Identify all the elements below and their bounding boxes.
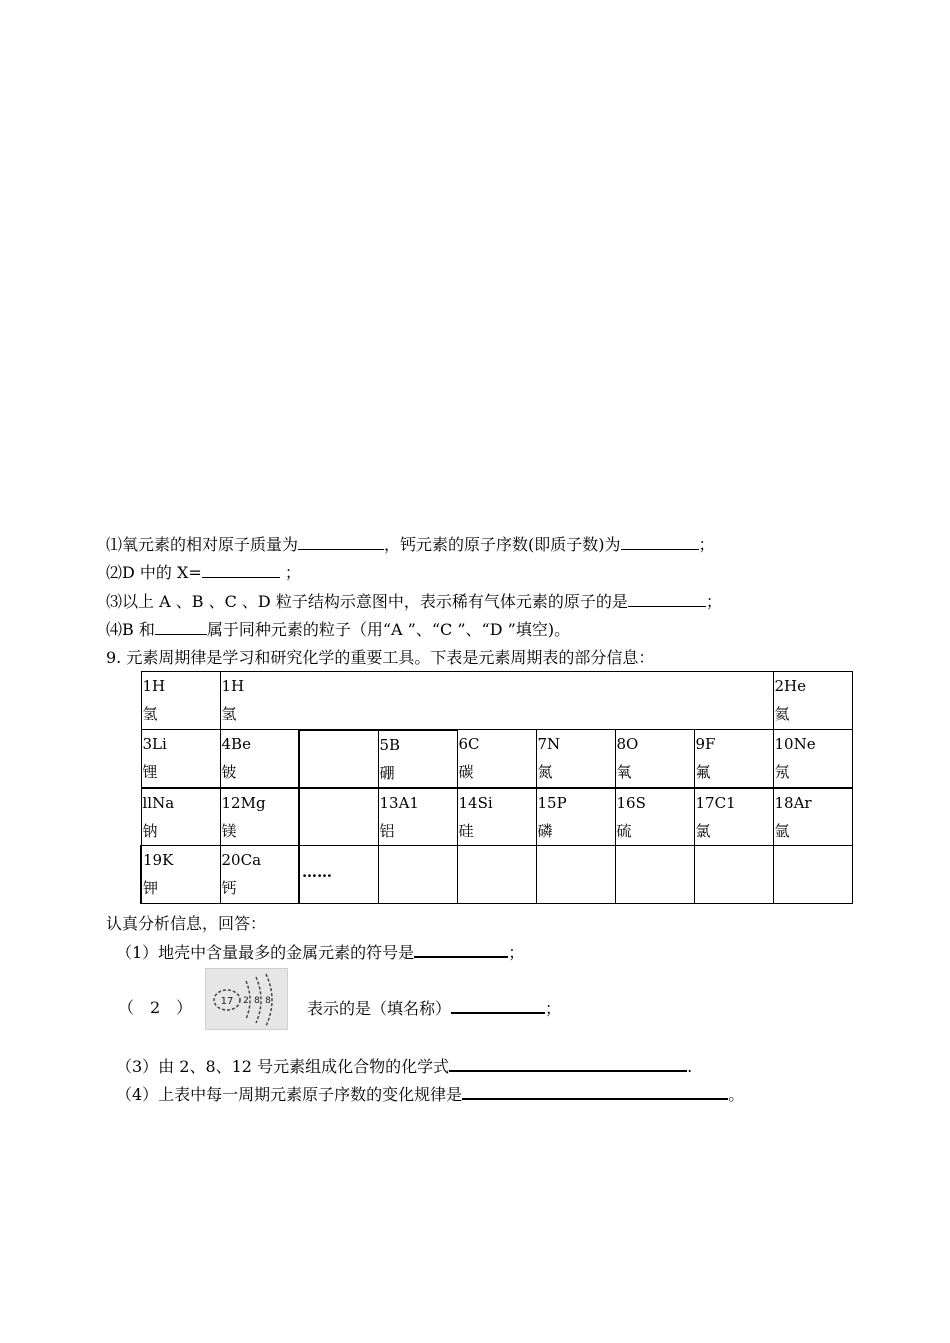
element-cell: 19K 钾 [141,846,220,904]
q2-end: ； [284,563,301,582]
table-row-3 [141,788,852,846]
a2-end: ； [545,999,562,1018]
element-cell: 6C 碳 [457,730,536,788]
empty-cell [615,672,694,730]
element-cell: 8O 氧 [615,730,694,788]
analyze-line [106,914,266,934]
empty-cell [378,672,457,730]
a3-blank[interactable] [449,1056,687,1072]
q1-text: ⑴氧元素的相对原子质量为 [106,535,299,554]
element-cell: 20Ca 钙 [220,846,299,904]
a2-pre-text: （ 2 ） [118,998,193,1017]
a1-end: ； [508,943,525,962]
empty-cell [457,846,536,904]
element-cell: 7N 氮 [536,730,615,788]
analyze-text: 认真分析信息，回答： [106,914,267,933]
answer-line-1 [116,942,524,963]
empty-cell [615,846,694,904]
element-cell: 9F 氟 [694,730,773,788]
element-cell: 4Be 铍 [220,730,299,788]
element-cell: 15P 磷 [536,788,615,846]
q1-blank-2[interactable] [621,535,699,550]
q3-text: ⑶以上 A 、B 、C 、D 粒子结构示意图中，表示稀有气体元素的原子的是 [106,592,628,611]
a4-end: 。 [728,1085,745,1104]
svg-text:17: 17 [220,996,234,1007]
empty-cell [694,672,773,730]
q2-blank[interactable] [202,563,280,578]
answer-line-2-post [307,998,561,1019]
empty-cell [773,846,852,904]
a2-blank[interactable] [451,998,545,1014]
element-cell: 12Mg 镁 [220,788,299,846]
a3-text: （3）由 2、8、12 号元素组成化合物的化学式 [116,1057,450,1076]
empty-cell [536,846,615,904]
table-row-1 [141,672,852,730]
atom-structure-image [205,968,288,1030]
element-cell: 1H 氢 [141,672,220,730]
answer-line-2-pre [118,998,192,1018]
question-line-4 [106,620,570,640]
question-line-3 [106,592,722,612]
svg-text:8: 8 [265,996,271,1006]
element-cell: 1H 氢 [220,672,299,730]
element-cell: 13A1 铝 [378,788,457,846]
q9-intro [106,648,654,668]
q4-blank[interactable] [155,620,207,635]
empty-cell [694,846,773,904]
element-cell: 17C1 氯 [694,788,773,846]
ellipsis-cell: …… [299,846,378,904]
q2-text: ⑵D 中的 X= [106,563,202,582]
element-cell: 18Ar 氩 [773,788,852,846]
q1-mid: ，钙元素的原子序数(即质子数)为 [384,535,621,554]
q9-intro-text: 9. 元素周期律是学习和研究化学的重要工具。下表是元素周期表的部分信息： [106,648,655,667]
element-cell: 3Li 锂 [141,730,220,788]
a3-end: . [687,1057,693,1076]
element-cell [299,788,378,846]
element-cell: 5B 硼 [378,730,457,788]
q3-blank[interactable] [628,592,706,607]
element-cell: 10Ne 氖 [773,730,852,788]
a4-text: （4）上表中每一周期元素原子序数的变化规律是 [116,1085,463,1104]
periodic-table [140,671,853,904]
empty-cell [457,672,536,730]
element-cell: 16S 硫 [615,788,694,846]
atom-structure-icon [206,969,289,1031]
a1-blank[interactable] [414,942,508,958]
question-line-2 [106,563,301,583]
empty-cell [299,672,378,730]
element-cell: 14Si 硅 [457,788,536,846]
empty-cell [378,846,457,904]
a4-blank[interactable] [462,1084,728,1100]
empty-cell [536,672,615,730]
a1-text: （1）地壳中含量最多的金属元素的符号是 [116,943,415,962]
q1-end: ； [698,535,715,554]
question-line-1 [106,535,715,555]
svg-text:2: 2 [243,996,249,1006]
a2-post-text: 表示的是（填名称） [307,999,452,1018]
answer-line-3 [116,1056,692,1077]
q4-end: 属于同种元素的粒子（用“A ”、“C ”、“D ”填空)。 [206,620,571,639]
table-row-2 [141,730,852,788]
table-row-4 [141,846,852,904]
element-cell [299,730,378,788]
svg-text:8: 8 [254,996,260,1006]
q3-end: ； [705,592,722,611]
element-cell: llNa 钠 [141,788,220,846]
element-cell: 2He 氦 [773,672,852,730]
q4-text: ⑷B 和 [106,620,155,639]
answer-line-4 [116,1084,744,1105]
q1-blank-1[interactable] [298,535,384,550]
